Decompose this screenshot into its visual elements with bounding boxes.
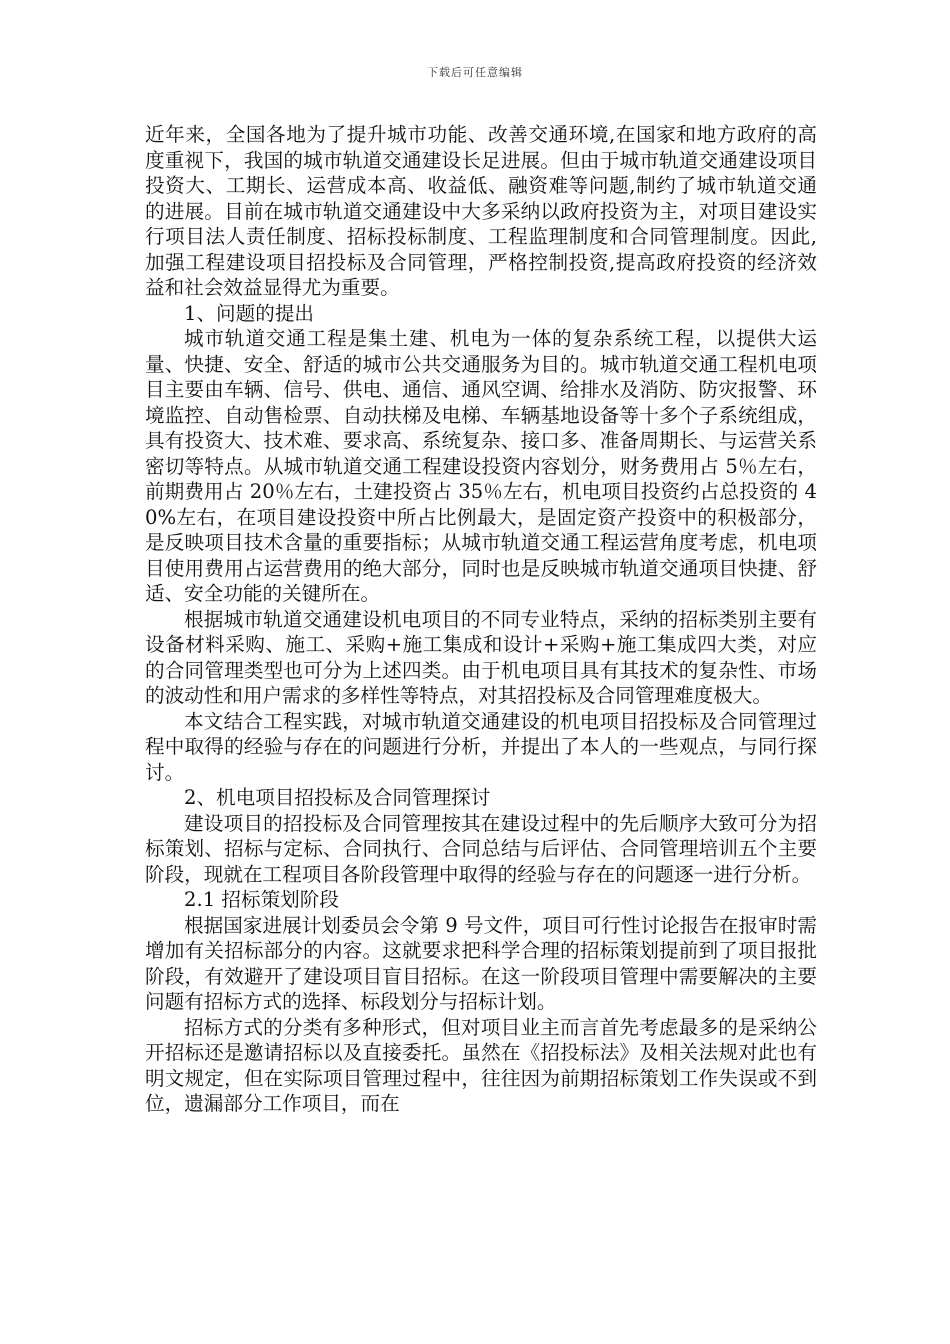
- paragraph-problem: 城市轨道交通工程是集土建、机电为一体的复杂系统工程，以提供大运量、快捷、安全、舒适的城市公共交通服务为目的。城市轨道交通工程机电项目主要由车辆、信号、供电、通信、通风空调、给排水及消防、防灾报警、环境监控、自动售检票、自动扶梯及电梯、车辆基地设备等十多个子系统组成，具有投资大、技术难、要求高、系统复杂、接口多、准备周期长、与运营关系密切等特点。从城市轨道交通工程建设投资内容划分，财务费用占 5％左右，前期费用占 20％左右，土建投资占 35％左右，机电项目投资约占总投资的 40%左右，在项目建设投资中所占比例最大，是固定资产投资中的积极部分，是反映项目技术含量的重要指标；从城市轨道交通工程运营角度考虑，机电项目使用费用占运营费用的绝大部分，同时也是反映城市轨道交通项目快捷、舒适、安全功能的关键所在。: [145, 327, 817, 605]
- document-body: [145, 122, 817, 1117]
- paragraph-bid-methods: 招标方式的分类有多种形式，但对项目业主而言首先考虑最多的是采纳公开招标还是邀请招标以及直接委托。虽然在《招投标法》及相关法规对此也有明文规定，但在实际项目管理过程中，往往因为前期招标策划工作失误或不到位，遗漏部分工作项目，而在: [145, 1015, 817, 1115]
- paragraph-planning: 根据国家进展计划委员会令第 9 号文件，项目可行性讨论报告在报审时需增加有关招标部分的内容。这就要求把科学合理的招标策划提前到了项目报批阶段，有效避开了建设项目盲目招标。在这一阶段项目管理中需要解决的主要问题有招标方式的选择、标段划分与招标计划。: [145, 913, 817, 1013]
- section-heading-2-1: 2.1 招标策划阶段: [184, 888, 339, 911]
- page-header: 下载后可任意编辑: [427, 66, 523, 79]
- paragraph-stages: 建设项目的招投标及合同管理按其在建设过程中的先后顺序大致可分为招标策划、招标与定标、合同执行、合同总结与后评估、合同管理培训五个主要阶段，现就在工程项目各阶段管理中取得的经验与存在的问题逐一进行分析。: [145, 811, 817, 886]
- section-heading-2: 2、机电项目招投标及合同管理探讨: [184, 786, 491, 809]
- paragraph-bid-types: 根据城市轨道交通建设机电项目的不同专业特点，采纳的招标类别主要有设备材料采购、施工、采购+施工集成和设计+采购+施工集成四大类，对应的合同管理类型也可分为上述四类。由于机电项目具有其技术的复杂性、市场的波动性和用户需求的多样性等特点，对其招投标及合同管理难度极大。: [145, 607, 817, 707]
- paragraph-intro: 近年来，全国各地为了提升城市功能、改善交通环境,在国家和地方政府的高度重视下，我国的城市轨道交通建设长足进展。但由于城市轨道交通建设项目投资大、工期长、运营成本高、收益低、融资难等问题,制约了城市轨道交通的进展。目前在城市轨道交通建设中大多采纳以政府投资为主，对项目建设实行项目法人责任制度、招标投标制度、工程监理制度和合同管理制度。因此,加强工程建设项目招投标及合同管理，严格控制投资,提高政府投资的经济效益和社会效益显得尤为重要。: [145, 123, 817, 299]
- section-heading-1: 1、问题的提出: [184, 301, 315, 325]
- paragraph-scope: 本文结合工程实践，对城市轨道交通建设的机电项目招投标及合同管理过程中取得的经验与存在的问题进行分析，并提出了本人的一些观点，与同行探讨。: [145, 709, 817, 784]
